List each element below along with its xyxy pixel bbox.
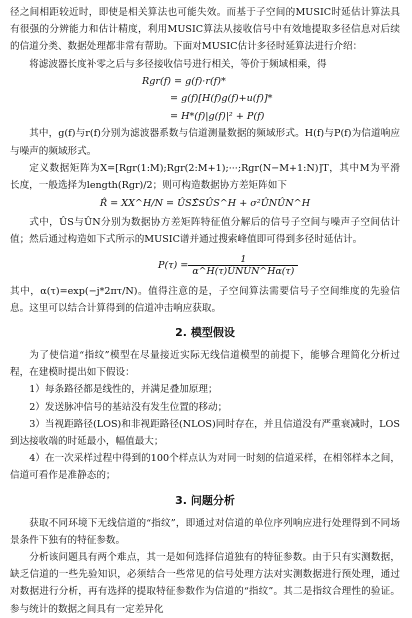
equation-5-fraction [188,254,298,278]
equation-5-lhs: P(τ) = [158,260,189,272]
equation-5 [10,249,400,283]
paragraph-3: 其中，g(f)与r(f)分别为滤波器系数与信道测量数据的频域形式。H(f)与P(f)为信道响应与噪声的频域形式。 [10,128,400,157]
paragraph-1: 径之间相距较近时，即使是相关算法也可能失效。而基于子空间的MUSIC时延估计算法具有很强的分辨能力和估计精度，利用MUSIC算法从接收信号中有效地提取多径信息对后续的信道分类、数据处理都非常有帮助。下面对MUSIC估计多径时延算法进行介绍： [10,7,400,53]
equation-5-numerator: 1 [188,254,298,266]
assumption-item-4: 4）在一次采样过程中得到的100个样点认为对同一时刻的信道采样，在相邻样本之间，信道可看作是准静态的； [10,453,400,482]
assumption-item-1: 1）每条路径都是线性的，并满足叠加原理； [29,384,218,396]
equation-3: = H*(f)|g(f)|² + P(f) [170,110,265,122]
equation-2: = g(f)[H(f)g(f)+u(f)]* [170,93,273,105]
section-3-heading: 3. 问题分析 [175,493,235,507]
paragraph-4: 定义数据矩阵为X=[Rgr(1:M);Rgr(2:M+1);···;Rgr(N−M+1:N)]T，其中M为平滑长度，一般选择为length(Rgr)/2；则可构造数据协方差矩阵如下 [10,162,400,191]
assumption-item-3: 3）当视距路径(LOS)和非视距路径(NLOS)同时存在，并且信道没有严重衰减时，LOS到达接收端的时延最小，幅值最大； [10,418,400,447]
equation-4: R̂ = XX^H/N = ÛSΣ̂SÛS^H + σ²ÛNÛN^H [99,198,311,210]
assumption-item-2: 2）发送脉冲信号的基站没有发生位置的移动； [29,401,228,413]
section-2-intro: 为了使信道“指纹”模型在尽量接近实际无线信道模型的前提下，能够合理简化分析过程，在建模时提出如下假设： [10,349,400,379]
paragraph-5: 式中，ÛS与ÛN分别为数据协方差矩阵特征值分解后的信号子空间与噪声子空间估计值；然后通过构造如下式所示的MUSIC谱并通过搜索峰值即可得到多径时延估计。 [10,217,400,246]
section-3-paragraph-2: 分析该问题具有两个难点，其一是如何选择信道独有的特征参数。由于只有实测数据，缺乏信道的一些先验知识，必须结合一些常见的信号处理方法对实测数据进行预处理，通过对数据进行分析，再有选择的提取特征参数作为信道的“指纹”。其二是指纹合理性的验证。参与统计的数据之间具有一定差异化 [10,551,400,615]
section-2-heading: 2. 模型假设 [175,325,235,339]
paragraph-2: 将滤波器长度补零之后与多径接收信号进行相关，等价于频域相乘，得 [29,58,327,70]
equation-5-denominator: α^H(τ)ÛNÛN^Hα(τ) [192,265,295,277]
section-3-paragraph-1: 获取不同环境下无线信道的“指纹”，即通过对信道的单位序列响应进行处理得到不同场景条件下独有的特征参数。 [10,517,400,546]
equation-1: Rgr(f) = g(f)·r(f)* [142,75,226,87]
paragraph-6: 其中，α(τ)=exp(−j*2πτ/N)。值得注意的是，子空间算法需要信号子空间维度的先验信息。这里可以结合计算得到的信道冲击响应获取。 [10,285,400,314]
